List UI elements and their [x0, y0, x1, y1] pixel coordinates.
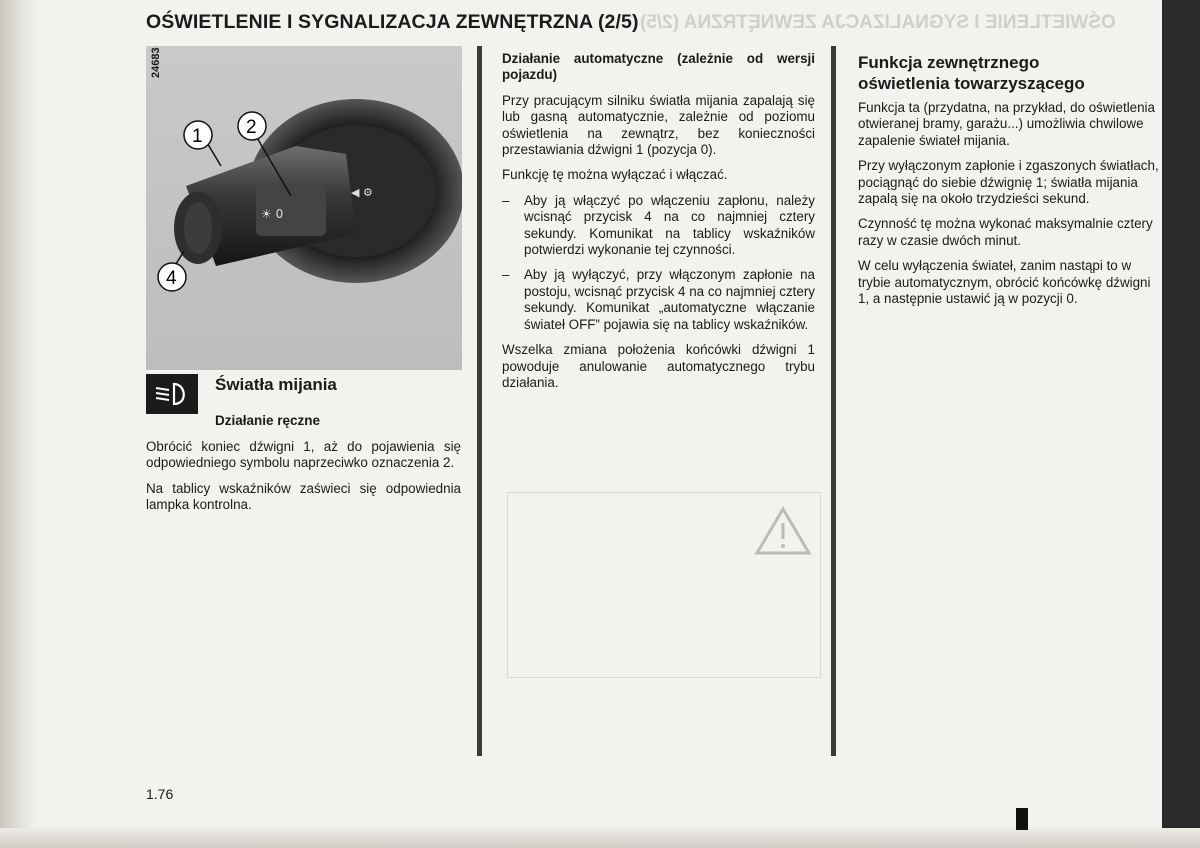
page-binding-shadow: [0, 0, 38, 848]
ghost-bleed-title: OŚWIETLENIE I SYGNALIZACJA ZEWNĘTRZNA (2/5): [640, 12, 1116, 33]
page-title: OŚWIETLENIE I SYGNALIZACJA ZEWNĘTRZNA (2/5): [146, 11, 639, 33]
callout-1-label: 1: [192, 126, 203, 147]
bullet-disable: – Aby ją wyłączyć, przy włączonym zapłonie na postoju, wcisnąć przycisk 4 na co najmniej cztery sekundy. Komunikat „automatyczne włączanie świateł OFF” pojawia się na tablicy wskaźników.: [502, 267, 815, 333]
middle-paragraph-3: Wszelka zmiana położenia końcówki dźwigni 1 powoduje anulowanie automatycznego trybu działania.: [502, 342, 815, 390]
right-heading-line-1: Funkcja zewnętrznego: [858, 53, 1040, 72]
page-bottom-edge: [0, 828, 1200, 848]
subtitle-manual-operation: Działanie ręczne: [215, 413, 321, 428]
middle-column-text: [502, 51, 815, 400]
middle-paragraph-1: Przy pracującym silniku światła mijania zapalają się lub gasną automatycznie, zależnie od poziomu oświetlenia na zewnątrz, bez konieczności przestawiania dźwigni 1 (pozycja 0).: [502, 92, 815, 158]
left-paragraph-1: Obrócić koniec dźwigni 1, aż do pojawienia się odpowiedniego symbolu naprzeciwko oznaczenia 2.: [146, 439, 461, 471]
column-separator-1: [477, 46, 482, 756]
low-beam-icon: [146, 374, 198, 414]
middle-paragraph-2: Funkcję tę można wyłączać i włączać.: [502, 167, 728, 183]
ghost-warning-box: [507, 492, 821, 678]
page-number: 1.76: [146, 786, 174, 802]
right-paragraph-2: Przy wyłączonym zapłonie i zgaszonych światłach, pociągnąć do siebie dźwignię 1; światła mijania zapalą się na około trzydzieści sekund.: [858, 158, 1159, 207]
right-section-heading: [858, 52, 1085, 94]
figure-code: 24683: [150, 47, 162, 78]
auto-operation-heading: Działanie automatyczne (zależnie od wersji pojazdu): [502, 51, 815, 83]
page-marker: [1016, 808, 1028, 830]
right-paragraph-1: Funkcja ta (przydatna, na przykład, do oświetlenia otwieranej bramy, garażu...) umożliwia chwilowe zapalenie świateł mijania.: [858, 100, 1155, 148]
left-paragraph-2: Na tablicy wskaźników zaświeci się odpowiednia lampka kontrolna.: [146, 480, 461, 513]
svg-text:◀ ⚙: ◀ ⚙: [351, 186, 373, 199]
section-title-low-beam: Światła mijania: [215, 375, 337, 394]
right-paragraph-3: Czynność tę można wykonać maksymalnie cztery razy w czasie dwóch minut.: [858, 216, 1153, 248]
right-heading-line-2: oświetlenia towarzyszącego: [858, 74, 1085, 93]
right-column-text: [858, 100, 1162, 370]
callout-4-label: 4: [166, 268, 177, 289]
bullet-enable: – Aby ją włączyć po włączeniu zapłonu, należy wcisnąć przycisk 4 na co najmniej cztery sekundy. Komunikat na tablicy wskaźników potwierdzi wykonanie tej czynności.: [502, 193, 815, 259]
svg-text:☀ 0: ☀ 0: [261, 207, 284, 221]
left-column-text: [146, 439, 461, 523]
warning-triangle-icon: [753, 505, 813, 557]
right-paragraph-4: W celu wyłączenia świateł, zanim nastąpi to w trybie automatycznym, obrócić końcówkę dźwigni 1, a następnie ustawić ją w pozycji 0.: [858, 258, 1151, 307]
callout-2-label: 2: [246, 117, 257, 138]
column-separator-2: [831, 46, 836, 756]
page-right-edge: [1162, 0, 1200, 848]
light-switch-photo: [146, 46, 462, 370]
lever-illustration: [146, 46, 462, 370]
